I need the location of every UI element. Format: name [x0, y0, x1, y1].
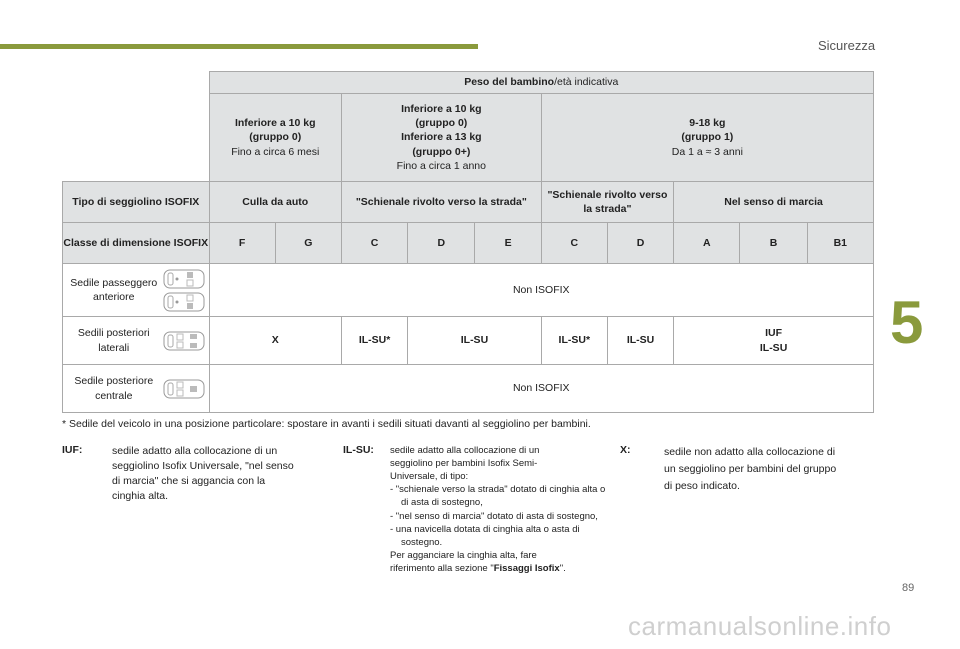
- isofix-table: [62, 71, 874, 413]
- watermark: carmanualsonline.info: [628, 611, 892, 641]
- class-cell: E: [475, 223, 541, 264]
- chapter-number: 5: [890, 289, 924, 356]
- class-cell: C: [541, 223, 607, 264]
- rear-center-value-cell: Non ISOFIX: [209, 365, 873, 413]
- class-cell: G: [275, 223, 341, 264]
- size-class-row: [63, 223, 874, 264]
- lateral-value-cell: IL-SU*: [541, 317, 607, 365]
- front-seat-label-cell: Sedile passeggero anteriore: [63, 264, 210, 317]
- iuf-key: IUF:: [62, 444, 83, 456]
- car-rear-lateral-icon: [163, 331, 205, 351]
- class-cell: B: [740, 223, 807, 264]
- lateral-value-cell: IUF IL-SU: [674, 317, 874, 365]
- class-label-cell: Classe di dimensione ISOFIX: [63, 223, 210, 264]
- group-1-cell: 9-18 kg (gruppo 1) Da 1 a ≈ 3 anni: [541, 94, 873, 182]
- weight-group-row: [63, 94, 874, 182]
- front-seat-row: [63, 264, 874, 317]
- class-cell: A: [674, 223, 740, 264]
- lateral-value-cell: X: [209, 317, 341, 365]
- group-0-cell: Inferiore a 10 kg (gruppo 0) Fino a circa 6 mesi: [209, 94, 341, 182]
- footnote: * Sedile del veicolo in una posizione particolare: spostare in avanti i sedili situati davanti al seggiolino per bambini.: [62, 418, 591, 430]
- ilsu-key: IL-SU:: [343, 444, 374, 456]
- front-seat-value-cell: Non ISOFIX: [209, 264, 873, 317]
- class-cell: C: [341, 223, 407, 264]
- seat-type-row: [63, 182, 874, 223]
- rear-lateral-label-cell: Sedili posteriori laterali: [63, 317, 210, 365]
- group-0plus-cell: Inferiore a 10 kg (gruppo 0) Inferiore a 13 kg (gruppo 0+) Fino a circa 1 anno: [341, 94, 541, 182]
- class-cell: D: [408, 223, 475, 264]
- type-rear1-cell: "Schienale rivolto verso la strada": [341, 182, 541, 223]
- type-forward-cell: Nel senso di marcia: [674, 182, 874, 223]
- page-number: 89: [902, 582, 915, 594]
- ilsu-description: sedile adatto alla collocazione di un seggiolino per bambini Isofix Semi- Universale, di tipo: - "schienale verso la strada" dotato di cinghia alta o di asta di sostegno, - "nel senso di marcia" dotato di asta di sostegno, - una navicella dotata di cinghia alta o asta di sostegno. Per agganciare la cinghia alta, fare riferimento alla sezione "Fissaggi Isofix".: [390, 445, 606, 574]
- weight-title-cell: Peso del bambino/età indicativa: [209, 72, 873, 94]
- rear-center-label-cell: Sedile posteriore centrale: [63, 365, 210, 413]
- class-cell: B1: [807, 223, 873, 264]
- type-rear2-cell: "Schienale rivolto verso la strada": [541, 182, 673, 223]
- class-cell: F: [209, 223, 275, 264]
- iuf-description: sedile adatto alla collocazione di un seggiolino Isofix Universale, "nel senso di marcia" che si aggancia con la cinghia alta.: [112, 445, 294, 502]
- type-culla-cell: Culla da auto: [209, 182, 341, 223]
- section-title: Sicurezza: [818, 38, 876, 53]
- lateral-value-cell: IL-SU: [408, 317, 541, 365]
- lateral-value-cell: IL-SU*: [341, 317, 407, 365]
- car-front-seat-icon: [163, 269, 205, 289]
- accent-bar: [0, 44, 478, 49]
- car-rear-center-icon: [163, 379, 205, 399]
- weight-title-row: [63, 72, 874, 94]
- class-cell: D: [607, 223, 673, 264]
- x-description: sedile non adatto alla collocazione di un seggiolino per bambini del gruppo di peso indicato.: [664, 446, 837, 492]
- car-front-seat-icon: [163, 292, 205, 312]
- x-key: X:: [620, 444, 631, 456]
- lateral-value-cell: IL-SU: [607, 317, 673, 365]
- rear-center-row: [63, 365, 874, 413]
- rear-lateral-row: [63, 317, 874, 365]
- type-label-cell: Tipo di seggiolino ISOFIX: [63, 182, 210, 223]
